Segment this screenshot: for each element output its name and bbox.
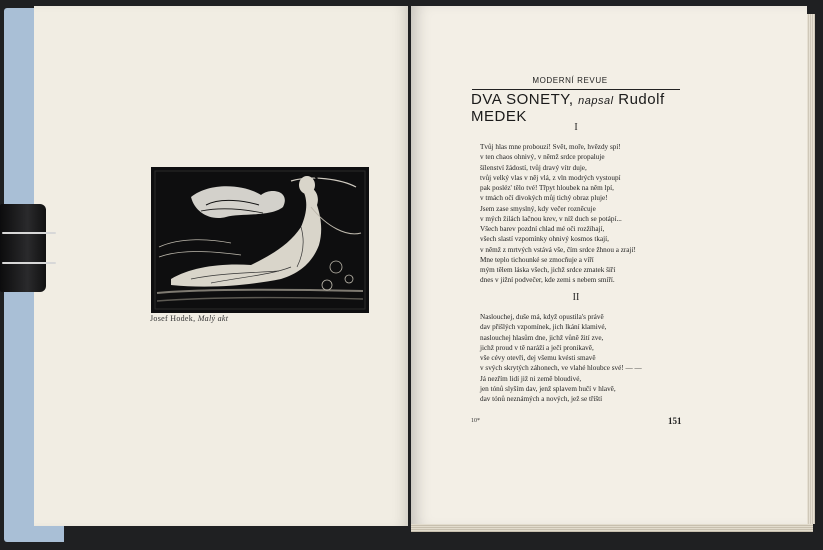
poem-line: jen tónů slyším dav, jenž splavem hučí v hlavě, xyxy=(480,384,616,393)
poem-line: jichž proud v tě naráží a ječí pronikavě, xyxy=(480,343,594,352)
page-edges xyxy=(411,524,813,532)
poem-line: mým tělem láska všech, jichž srdce zmatek šíří xyxy=(480,266,616,274)
page-number: 151 xyxy=(668,416,682,426)
poem-line: naslouchej hlasům dne, jichž vůně žití zve, xyxy=(480,333,604,342)
poem-line: Jsem zase smyslný, kdy večer rozněcuje xyxy=(480,204,596,213)
poem-line: Já nezřím lidí již ni země bloudivé, xyxy=(480,374,582,383)
poem-line: dnes v jižní podvečer, kde zemi s nebem smíří. xyxy=(480,276,615,285)
caption-artist: Josef Hodek, xyxy=(150,314,196,323)
running-head: MODERNÍ REVUE xyxy=(532,76,608,85)
poem-line: vše cévy otevři, dej všemu kvésti smavě xyxy=(480,354,596,362)
header-rule xyxy=(472,89,680,90)
poem-line: v tmách očí divokých můj tichý obraz pluje! xyxy=(480,194,608,203)
poem-line: v svých skrytých záhonech, ve vlahé hloubce své! — — xyxy=(480,364,642,373)
poem-line: tvůj velký vlas v něj vlá, z vln modrých vystoupí xyxy=(480,173,621,182)
poem-line: šílenství žádostí, tvůj dravý vítr duje, xyxy=(480,163,587,172)
poem-line: dav přišlých vzpomínek, jich lkání klamivé, xyxy=(480,323,607,332)
sonnet-1 xyxy=(480,142,690,286)
title-author-first: Rudolf xyxy=(618,91,665,108)
section-number-2: II xyxy=(572,292,580,303)
binder-clip xyxy=(0,204,58,292)
title-main: DVA SONETY, xyxy=(471,91,574,108)
poem-line: Tvůj hlas mne probouzí! Svět, moře, hvězdy spí! xyxy=(480,143,621,151)
title-by: napsal xyxy=(578,95,614,107)
poem-line: Naslouchej, duše má, když opustila's právě xyxy=(480,313,604,321)
caption-title: Malý akt xyxy=(197,314,229,323)
poem-line: Všech barev pozdní chlad mé oči rozžíhají, xyxy=(480,225,605,233)
poem-line: dav tónů neznámých a nových, jež se tříští xyxy=(480,395,603,403)
poem-title xyxy=(471,92,686,125)
poem-line: v mých žilách lačnou krev, v níž duch se potápí... xyxy=(480,214,622,223)
poem-line: v němž z mrtvých vstává vše, čím srdce žhnou a zrají! xyxy=(480,245,636,254)
poem-line: Mne teplo tichounké se zmocňuje a víří xyxy=(480,255,594,264)
poem-line: v ten chaos ohnivý, v němž srdce propaluje xyxy=(480,153,605,162)
title-author-last: MEDEK xyxy=(471,108,527,125)
woodcut-illustration xyxy=(151,167,369,313)
sonnet-2 xyxy=(480,312,690,404)
section-number-1: I xyxy=(574,122,578,133)
illustration-caption xyxy=(150,314,228,323)
poem-line: všech slastí vzpomínky ohnivý kosmos tkají, xyxy=(480,235,609,244)
signature-mark: 10* xyxy=(471,418,480,424)
poem-line: pak posléz' tělo tvé! Třpyt hloubek na něm lpí, xyxy=(480,184,614,192)
